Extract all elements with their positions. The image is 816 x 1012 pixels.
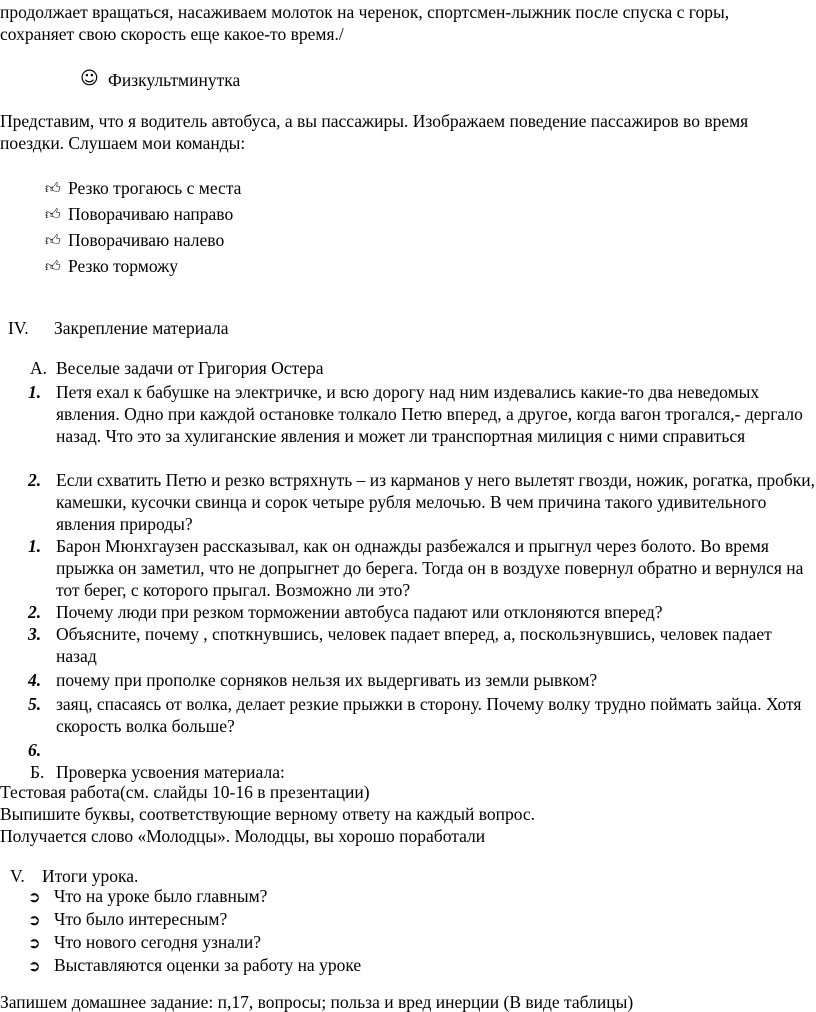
thumbs-up-icon: 👍︎ — [45, 179, 61, 197]
intro-line: продолжает вращаться, насаживаем молоток на черенок, спортсмен-лыжник после спуска с горы, — [0, 2, 730, 22]
smiley-icon: ☺ — [80, 68, 99, 89]
arrow-icon: ➲ — [28, 888, 41, 906]
driver-paragraph: Представим, что я водитель автобуса, а вы пассажиры. Изображаем поведение пассажиров во время поездки. Слушаем мои команды: — [0, 111, 749, 153]
task-number: 1. — [28, 536, 42, 556]
summary-item: Выставляются оценки за работу на уроке — [54, 955, 362, 975]
subsection-title: Веселые задачи от Григория Остера — [56, 358, 324, 378]
homework: Запишем домашнее задание: п,17, вопросы; польза и вред инерции (В виде таблицы) — [0, 992, 634, 1012]
summary-item: Что на уроке было главным? — [54, 886, 268, 906]
section-number: IV. — [8, 318, 29, 338]
section-title: Закрепление материала — [54, 318, 229, 338]
thumbs-up-icon: 👍︎ — [45, 205, 61, 223]
task-number: 5. — [28, 694, 42, 714]
task-text: Петя ехал к бабушке на электричке, и всю дорогу над ним издевались какие-то два неведомых явления. Одно при каждой остановке толкало Петю вперед, а другое, когда вагон трогался,- дергало назад. Что это за хулиганские явления и может ли транспортная милиция с ними справиться — [56, 382, 803, 446]
subsection-letter: A. — [30, 358, 48, 378]
section-number: V. — [10, 866, 25, 886]
task-text: заяц, спасаясь от волка, делает резкие прыжки в сторону. Почему волку трудно поймать зайца. Хотя скорость волка больше? — [56, 694, 802, 736]
task-text: почему при прополке сорняков нельзя их выдергивать из земли рывком? — [56, 670, 598, 690]
task-number: 2. — [28, 602, 42, 622]
command-item: Резко трогаюсь с места — [68, 178, 242, 198]
thumbs-up-icon: 👍︎ — [45, 257, 61, 275]
test-line: Тестовая работа(см. слайды 10-16 в презентации) — [0, 782, 370, 802]
command-item: Поворачиваю направо — [68, 204, 234, 224]
task-number: 1. — [28, 382, 42, 402]
section-title: Итоги урока. — [42, 866, 139, 886]
task-text: Барон Мюнхгаузен рассказывал, как он однажды разбежался и прыгнул через болото. Во время прыжка он заметил, что не допрыгнет до берега. Тогда он в воздухе повернул обратно и вернулся на тот берег, с которого прыгал. Возможно ли это? — [56, 536, 804, 600]
task-number: 6. — [28, 740, 42, 760]
task-number: 2. — [28, 470, 42, 490]
command-item: Поворачиваю налево — [68, 230, 225, 250]
subsection-title: Проверка усвоения материала: — [56, 762, 285, 782]
command-item: Резко торможу — [68, 256, 179, 276]
pause-label: Физкультминутка — [108, 70, 241, 90]
arrow-icon: ➲ — [28, 957, 41, 975]
task-number: 3. — [28, 624, 42, 644]
thumbs-up-icon: 👍︎ — [45, 231, 61, 249]
task-number: 4. — [28, 670, 42, 690]
test-line: Получается слово «Молодцы». Молодцы, вы хорошо поработали — [0, 826, 486, 846]
subsection-letter: Б. — [30, 762, 45, 782]
summary-item: Что было интересным? — [54, 909, 228, 929]
test-line: Выпишите буквы, соответствующие верному ответу на каждый вопрос. — [0, 804, 536, 824]
arrow-icon: ➲ — [28, 911, 41, 929]
task-text: Если схватить Петю и резко встряхнуть – из карманов у него вылетят гвозди, ножик, рогатка, пробки, камешки, кусочки свинца и сорок четыре рубля мелочью. В чем причина такого удивительного явления природы? — [56, 470, 816, 534]
arrow-icon: ➲ — [28, 934, 41, 952]
intro-line: сохраняет свою скорость еще какое-то время./ — [0, 24, 344, 44]
summary-item: Что нового сегодня узнали? — [54, 932, 262, 952]
task-text: Почему люди при резком торможении автобуса падают или отклоняются вперед? — [56, 602, 663, 622]
task-text: Объясните, почему , споткнувшись, человек падает вперед, а, поскользнувшись, человек падает назад — [56, 624, 772, 666]
